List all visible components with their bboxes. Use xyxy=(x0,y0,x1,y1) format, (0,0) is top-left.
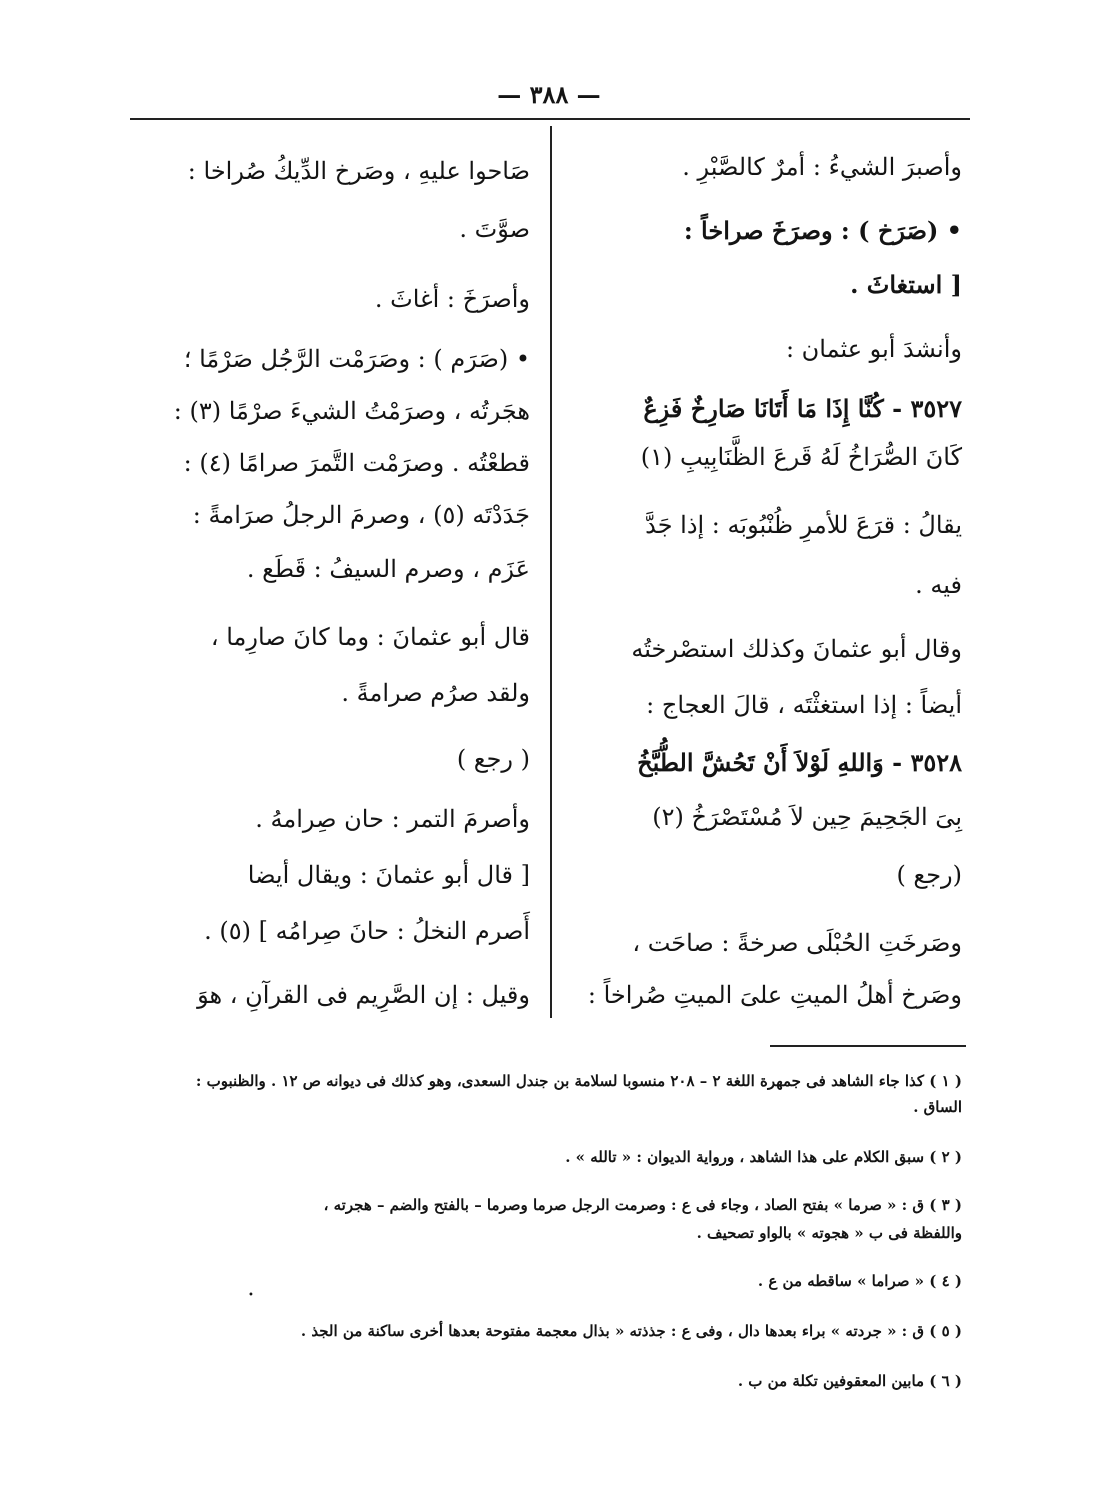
text-line: أَصرم النخلُ : حانَ صِرامُه ] (٥) . xyxy=(204,917,530,945)
entry-heading: • (صَرَم ) : وصَرَمْت الرَّجُل صَرْمًا ؛ xyxy=(183,345,530,373)
footnote: ( ٣ ) ق : « صرما » بفتح الصاد ، وجاء فى ع : وصرمت الرجل صرما وصرما – بالفتح والضم – هجرته ، xyxy=(323,1196,962,1214)
text-line: وأصبرَ الشيءُ : أمرٌ كالصَّبْرِ . xyxy=(682,153,962,181)
text-line: هجَرتُه ، وصرَمْتُ الشيءَ صرْمًا (٣) : xyxy=(173,397,530,425)
verse-line: كَانَ الصُّرَاخُ لَهُ قَرعَ الظَّنَابِيبِ (١) xyxy=(640,443,962,471)
text-line: [ قال أبو عثمانَ : ويقال أيضا xyxy=(247,861,530,889)
text-line: وأنشدَ أبو عثمان : xyxy=(785,335,962,363)
footnote: ( ٦ ) مابين المعقوفين تكلة من ب . xyxy=(737,1372,962,1390)
page-number: — ٣٨٨ — xyxy=(497,80,601,109)
entry-heading: • (صَرَخ ) : وصرَخَ صراخاً : xyxy=(683,216,962,245)
verse-line: بِىَ الجَحِيمَ حِين لاَ مُسْتَصْرَخُ (٢) xyxy=(652,803,962,831)
text-line: جَدَدْتَه (٥) ، وصرمَ الرجلُ صرَامةً : xyxy=(192,501,530,529)
footnote: ( ٤ ) « صراما » ساقطه من ع . xyxy=(757,1272,962,1290)
text-line: فيه . xyxy=(915,571,962,599)
text-line: عَزَم ، وصرم السيفُ : قَطَع . xyxy=(246,555,530,583)
verse-line: ٣٥٢٨ - وَاللهِ لَوْلاَ أَنْ تَحُشَّ الطُّبَّخُ xyxy=(637,748,962,777)
text-line: وقال أبو عثمانَ وكذلك استصْرختُه xyxy=(631,635,962,663)
text-line: وأصرَخَ : أغاثَ . xyxy=(374,285,530,313)
verse-line: ٣٥٢٧ - كُنَّا إِذَا مَا أَتَانَا صَارِخٌ فَزِعٌ xyxy=(643,394,962,423)
text-line: ولقد صرُم صرامةً . xyxy=(341,679,530,707)
text-line: أيضاً : إذا استغثْتَه ، قالَ العجاج : xyxy=(646,691,962,719)
text-line: [ استغاثَ . xyxy=(850,270,962,299)
footnote: ( ٥ ) ق : « جردته » براء بعدها دال ، وفى ع : جذذته « بذال معجمة مفتوحة بعدها أخرى ساكنة من الجذ . xyxy=(300,1322,962,1340)
header-rule xyxy=(130,118,970,120)
footnote: واللفظة فى ب « هجوته » بالواو تصحيف . xyxy=(696,1224,962,1242)
footnote: الساق . xyxy=(913,1098,962,1116)
text-line: صَاحوا عليهِ ، وصَرخ الدِّيكُ صُراخا : xyxy=(187,157,530,185)
footnote: ( ٢ ) سبق الكلام على هذا الشاهد ، ورواية الديوان : « تالله » . xyxy=(565,1148,962,1166)
text-line: يقالُ : قرَعَ للأمرِ ظُنْبُوبَه : إذا جَدَّ xyxy=(645,511,962,539)
text-line: قال أبو عثمانَ : وما كانَ صارِما ، xyxy=(210,623,530,651)
text-line: وصَرخَتِ الحُبْلَى صرخةً : صاحَت ، xyxy=(632,929,962,957)
text-line: وقيل : إن الصَّرِيم فى القرآنِ ، هوَ xyxy=(197,981,530,1009)
text-line: وأصرمَ التمر : حان صِرامهُ . xyxy=(255,805,530,833)
footnote: ( ١ ) كذا جاء الشاهد فى جمهرة اللغة ٢ – ٢٠٨ منسوبا لسلامة بن جندل السعدى، وهو كذلك فى ديوانه ص ١٢ . والظنبوب : xyxy=(195,1072,962,1090)
column-divider xyxy=(550,126,552,1018)
footnote-rule xyxy=(770,1045,966,1047)
text-line: صوَّتَ . xyxy=(459,215,530,243)
section-marker: (رجع ) xyxy=(896,861,962,889)
text-line: قطعْتُه . وصرَمْت التَّمرَ صرامًا (٤) : xyxy=(183,449,530,477)
text-line: وصَرخ أهلُ الميتِ علىَ الميتِ صُراخاً : xyxy=(587,981,962,1009)
stray-mark: • xyxy=(248,1290,254,1301)
section-marker: ( رجع ) xyxy=(456,745,530,773)
